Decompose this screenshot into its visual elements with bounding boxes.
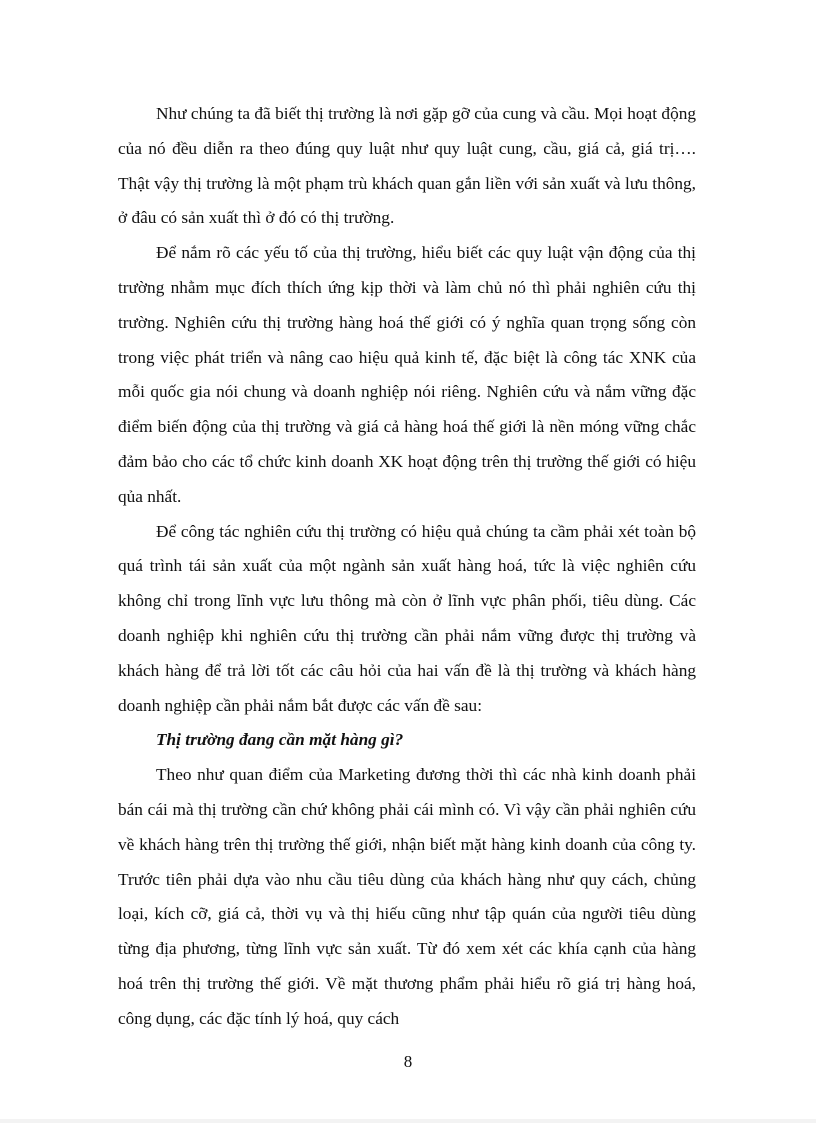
paragraph-marketing-viewpoint: Theo như quan điểm của Marketing đương thời thì các nhà kinh doanh phải bán cái mà thị trường cần chứ không phải cái mình có. Vì vậy cần phải nghiên cứu về khách hàng trên thị trường thế giới, nhận biết mặt hàng kinh doanh của công ty. Trước tiên phải dựa vào nhu cầu tiêu dùng của khách hàng như quy cách, chủng loại, kích cỡ, giá cả, thời vụ và thị hiếu cũng như tập quán của người tiêu dùng từng địa phương, từng lĩnh vực sản xuất. Từ đó xem xét các khía cạnh của hàng hoá trên thị trường thế giới. Về mặt thương phẩm phải hiểu rõ giá trị hàng hoá, công dụng, các đặc tính lý hoá, quy cách <box>118 765 696 1028</box>
body-text <box>118 97 696 1037</box>
section-heading: Thị trường đang cần mặt hàng gì? <box>156 730 404 750</box>
page-bottom-edge <box>0 1119 816 1123</box>
paragraph-market-research-importance: Để nắm rõ các yếu tố của thị trường, hiểu biết các quy luật vận động của thị trường nhằm mục đích thích ứng kịp thời và làm chủ nó thì phải nghiên cứu thị trường. Nghiên cứu thị trường hàng hoá thế giới có ý nghĩa quan trọng sống còn trong việc phát triển và nâng cao hiệu quả kinh tế, đặc biệt là công tác XNK của mỗi quốc gia nói chung và doanh nghiệp nói riêng. Nghiên cứu và nắm vững đặc điểm biến động của thị trường và giá cả hàng hoá thế giới là nền móng vững chắc đảm bảo cho các tổ chức kinh doanh XK hoạt động trên thị trường thế giới có hiệu qủa nhất. <box>118 243 696 506</box>
paragraph-research-scope: Để công tác nghiên cứu thị trường có hiệu quả chúng ta cầm phải xét toàn bộ quá trình tái sản xuất của một ngành sản xuất hàng hoá, tức là việc nghiên cứu không chỉ trong lĩnh vực lưu thông mà còn ở lĩnh vực phân phối, tiêu dùng. Các doanh nghiệp khi nghiên cứu thị trường cần phải nắm vững được thị trường và khách hàng để trả lời tốt các câu hỏi của hai vấn đề là thị trường và khách hàng doanh nghiệp cần phải nắm bắt được các vấn đề sau: <box>118 521 696 715</box>
page-number: 8 <box>403 1052 413 1071</box>
paragraph-market-definition: Như chúng ta đã biết thị trường là nơi gặp gỡ của cung và cầu. Mọi hoạt động của nó đều diễn ra theo đúng quy luật như quy luật cung, cầu, giá cả, giá trị…. Thật vậy thị trường là một phạm trù khách quan gắn liền với sản xuất và lưu thông, ở đâu có sản xuất thì ở đó có thị trường. <box>118 104 696 228</box>
